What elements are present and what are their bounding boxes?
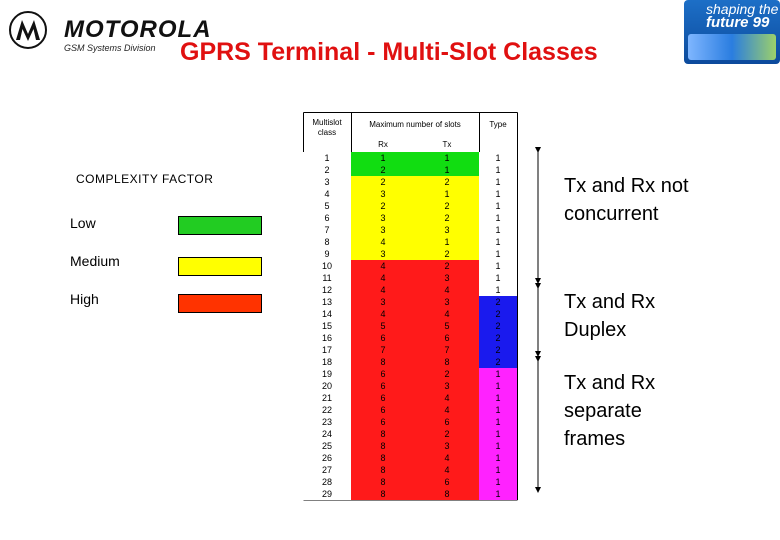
- type-cell: 1: [479, 164, 517, 176]
- rx-cell: 3: [351, 212, 415, 224]
- bracket-arrows: [528, 146, 548, 496]
- table-row: [303, 260, 517, 272]
- tx-cell: 6: [415, 332, 479, 344]
- table-row: [303, 296, 517, 308]
- tx-cell: 2: [415, 368, 479, 380]
- type-cell: 2: [479, 320, 517, 332]
- class-cell: 27: [303, 464, 351, 476]
- type-cell: 1: [479, 464, 517, 476]
- rx-cell: 4: [351, 260, 415, 272]
- table-row: [303, 380, 517, 392]
- rx-cell: 8: [351, 464, 415, 476]
- class-cell: 23: [303, 416, 351, 428]
- type-cell: 1: [479, 284, 517, 296]
- table-row: [303, 356, 517, 368]
- header-multislot-class: Multislot class: [312, 118, 342, 137]
- class-cell: 10: [303, 260, 351, 272]
- type-cell: 1: [479, 392, 517, 404]
- type-cell: 1: [479, 404, 517, 416]
- type-cell: 1: [479, 224, 517, 236]
- table-row: [303, 392, 517, 404]
- tx-cell: 2: [415, 212, 479, 224]
- type-cell: 1: [479, 452, 517, 464]
- class-cell: 24: [303, 428, 351, 440]
- tx-cell: 4: [415, 308, 479, 320]
- tx-cell: 8: [415, 488, 479, 500]
- type-cell: 1: [479, 248, 517, 260]
- rx-cell: 8: [351, 440, 415, 452]
- table-row: [303, 464, 517, 476]
- rx-cell: 2: [351, 176, 415, 188]
- rx-cell: 6: [351, 404, 415, 416]
- rx-cell: 4: [351, 284, 415, 296]
- header-tx: Tx: [442, 140, 452, 149]
- class-cell: 19: [303, 368, 351, 380]
- rx-cell: 8: [351, 488, 415, 500]
- tx-cell: 3: [415, 272, 479, 284]
- rx-cell: 3: [351, 188, 415, 200]
- type-cell: 2: [479, 332, 517, 344]
- rx-cell: 3: [351, 224, 415, 236]
- table-row: [303, 176, 517, 188]
- header-type: Type: [489, 120, 507, 129]
- legend-swatch-medium: [178, 257, 262, 276]
- tx-cell: 1: [415, 236, 479, 248]
- type-cell: 1: [479, 428, 517, 440]
- class-cell: 12: [303, 284, 351, 296]
- class-cell: 28: [303, 476, 351, 488]
- type-cell: 1: [479, 260, 517, 272]
- note-separate-frames: Tx and Rx separate frames: [564, 372, 656, 450]
- table-row: [303, 284, 517, 296]
- rx-cell: 2: [351, 200, 415, 212]
- class-cell: 8: [303, 236, 351, 248]
- table-row: [303, 248, 517, 260]
- table-row: [303, 368, 517, 380]
- complexity-legend-title: COMPLEXITY FACTOR: [76, 172, 214, 186]
- rx-cell: 7: [351, 344, 415, 356]
- rx-cell: 3: [351, 248, 415, 260]
- class-cell: 20: [303, 380, 351, 392]
- tx-cell: 1: [415, 188, 479, 200]
- type-cell: 1: [479, 416, 517, 428]
- table-row: [303, 452, 517, 464]
- legend-swatch-high: [178, 294, 262, 313]
- rx-cell: 8: [351, 476, 415, 488]
- note-not-concurrent: Tx and Rx not concurrent: [564, 175, 689, 225]
- type-cell: 1: [479, 212, 517, 224]
- tx-cell: 6: [415, 416, 479, 428]
- header-max-slots: Maximum number of slots: [369, 120, 461, 129]
- division-label: GSM Systems Division: [64, 43, 156, 53]
- type-cell: 1: [479, 188, 517, 200]
- class-cell: 17: [303, 344, 351, 356]
- rx-cell: 6: [351, 368, 415, 380]
- class-cell: 1: [303, 152, 351, 164]
- class-cell: 3: [303, 176, 351, 188]
- class-cell: 25: [303, 440, 351, 452]
- shaping-future-badge: [684, 0, 780, 64]
- class-cell: 9: [303, 248, 351, 260]
- type-cell: 1: [479, 440, 517, 452]
- rx-cell: 8: [351, 356, 415, 368]
- table-row: [303, 428, 517, 440]
- table-row: [303, 308, 517, 320]
- type-cell: 1: [479, 236, 517, 248]
- badge-line-2: future 99: [706, 14, 770, 31]
- type-cell: 1: [479, 200, 517, 212]
- rx-cell: 8: [351, 428, 415, 440]
- tx-cell: 4: [415, 284, 479, 296]
- type-cell: 2: [479, 344, 517, 356]
- type-cell: 1: [479, 176, 517, 188]
- tx-cell: 7: [415, 344, 479, 356]
- table-row: [303, 212, 517, 224]
- tx-cell: 2: [415, 176, 479, 188]
- table-row: [303, 488, 517, 500]
- rx-cell: 5: [351, 320, 415, 332]
- tx-cell: 2: [415, 260, 479, 272]
- legend-label-high: High: [70, 291, 99, 307]
- table-row: [303, 236, 517, 248]
- header-rx: Rx: [378, 140, 388, 149]
- class-cell: 5: [303, 200, 351, 212]
- rx-cell: 4: [351, 308, 415, 320]
- page-title: GPRS Terminal - Multi-Slot Classes: [180, 38, 598, 66]
- type-cell: 2: [479, 308, 517, 320]
- table-row: [303, 320, 517, 332]
- class-cell: 16: [303, 332, 351, 344]
- class-cell: 21: [303, 392, 351, 404]
- table-row: [303, 188, 517, 200]
- badge-line-1: shaping the: [706, 1, 779, 17]
- class-cell: 2: [303, 164, 351, 176]
- table-row: [303, 272, 517, 284]
- type-cell: 1: [479, 476, 517, 488]
- class-cell: 22: [303, 404, 351, 416]
- tx-cell: 3: [415, 440, 479, 452]
- class-cell: 15: [303, 320, 351, 332]
- note-duplex: Tx and Rx Duplex: [564, 291, 656, 341]
- class-cell: 6: [303, 212, 351, 224]
- tx-cell: 4: [415, 464, 479, 476]
- tx-cell: 4: [415, 452, 479, 464]
- brand-name: MOTOROLA: [64, 16, 212, 43]
- class-cell: 29: [303, 488, 351, 500]
- type-cell: 1: [479, 152, 517, 164]
- tx-cell: 2: [415, 248, 479, 260]
- class-cell: 13: [303, 296, 351, 308]
- class-cell: 14: [303, 308, 351, 320]
- legend-label-medium: Medium: [70, 253, 120, 269]
- rx-cell: 8: [351, 452, 415, 464]
- tx-cell: 4: [415, 404, 479, 416]
- rx-cell: 2: [351, 164, 415, 176]
- table-row: [303, 404, 517, 416]
- tx-cell: 1: [415, 164, 479, 176]
- tx-cell: 8: [415, 356, 479, 368]
- motorola-logo-icon: [8, 10, 48, 50]
- class-cell: 7: [303, 224, 351, 236]
- table-row: [303, 164, 517, 176]
- type-cell: 1: [479, 368, 517, 380]
- rx-cell: 6: [351, 392, 415, 404]
- tx-cell: 2: [415, 200, 479, 212]
- type-cell: 2: [479, 296, 517, 308]
- tx-cell: 2: [415, 428, 479, 440]
- rx-cell: 6: [351, 416, 415, 428]
- type-cell: 1: [479, 380, 517, 392]
- rx-cell: 1: [351, 152, 415, 164]
- type-cell: 2: [479, 356, 517, 368]
- rx-cell: 4: [351, 272, 415, 284]
- table-row: [303, 200, 517, 212]
- table-row: [303, 152, 517, 164]
- legend-label-low: Low: [70, 215, 96, 231]
- tx-cell: 3: [415, 380, 479, 392]
- table-row: [303, 416, 517, 428]
- table-row: [303, 344, 517, 356]
- tx-cell: 4: [415, 392, 479, 404]
- rx-cell: 3: [351, 296, 415, 308]
- table-row: [303, 224, 517, 236]
- rx-cell: 6: [351, 380, 415, 392]
- tx-cell: 3: [415, 296, 479, 308]
- type-cell: 1: [479, 272, 517, 284]
- class-cell: 26: [303, 452, 351, 464]
- class-cell: 11: [303, 272, 351, 284]
- table-row: [303, 476, 517, 488]
- table-row: [303, 440, 517, 452]
- type-cell: 1: [479, 488, 517, 500]
- rx-cell: 6: [351, 332, 415, 344]
- table-row: [303, 332, 517, 344]
- class-cell: 4: [303, 188, 351, 200]
- class-cell: 18: [303, 356, 351, 368]
- tx-cell: 1: [415, 152, 479, 164]
- legend-swatch-low: [178, 216, 262, 235]
- tx-cell: 6: [415, 476, 479, 488]
- tx-cell: 5: [415, 320, 479, 332]
- rx-cell: 4: [351, 236, 415, 248]
- badge-image: [688, 34, 776, 60]
- tx-cell: 3: [415, 224, 479, 236]
